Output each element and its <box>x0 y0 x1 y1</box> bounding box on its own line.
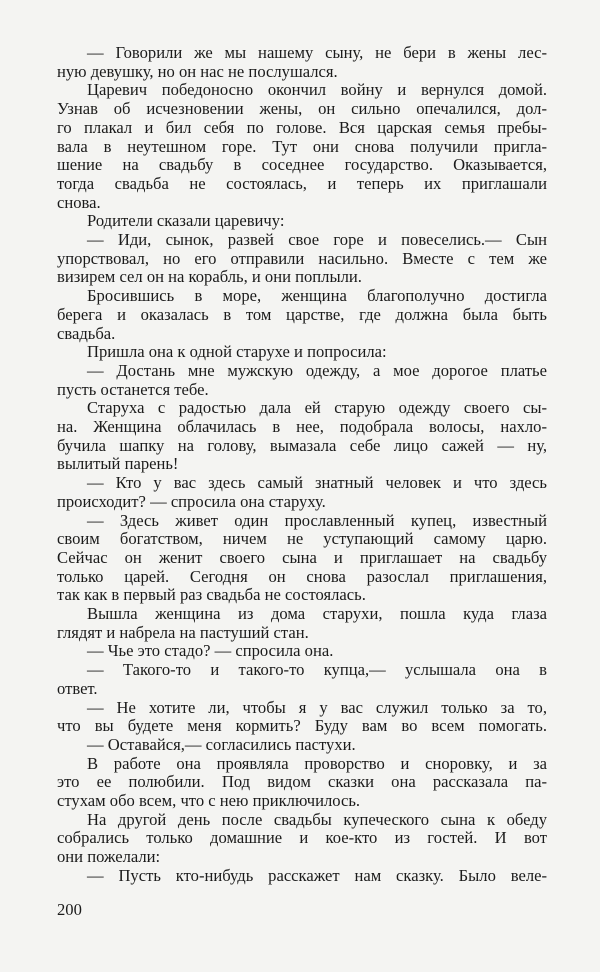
text-line-10: Родители сказали царевичу: <box>87 211 285 231</box>
text-line-4: Узнав об исчезновении жены, он сильно опечалился, дол- <box>57 99 547 119</box>
text-line-14: Бросившись в море, женщина благополучно достигла <box>87 286 547 306</box>
text-line-34: — Такого-то и такого-то купца,— услышала она в <box>87 660 547 680</box>
text-line-27: своим богатством, ничем не уступающий самому царю. <box>57 529 547 549</box>
text-line-24: — Кто у вас здесь самый знатный человек и что здесь <box>87 473 547 493</box>
text-line-23: вылитый парень! <box>57 454 179 474</box>
text-line-33: — Чье это стадо? — спросила она. <box>87 641 334 661</box>
text-line-29: только царей. Сегодня он снова разослал приглашения, <box>57 566 547 586</box>
text-line-1: — Говорили же мы нашему сыну, не бери в жены лес- <box>87 43 547 62</box>
text-line-18: — Достань мне мужскую одежду, а мое дорогое платье <box>87 360 547 380</box>
text-line-17: Пришла она к одной старухе и попросила: <box>87 342 387 362</box>
text-line-12: упорствовал, но его отправили насильно. Вместе с тем же <box>57 248 547 268</box>
text-line-13: визирем сел он на корабль, и они поплыли. <box>57 267 362 287</box>
text-line-42: На другой день после свадьбы купеческого сына к обеду <box>87 809 547 829</box>
text-line-28: Сейчас он женит своего сына и приглашает на свадьбу <box>57 547 547 567</box>
text-line-39: В работе она проявляла проворство и сноровку, и за <box>87 753 547 773</box>
text-line-44: они пожелали: <box>57 847 161 867</box>
text-line-5: го плакал и бил себя по голове. Вся царская семья пребы- <box>57 117 547 137</box>
text-line-11: — Иди, сынок, развей свое горе и повеселись.— Сын <box>87 230 547 249</box>
text-line-8: тогда свадьба не состоялась, и теперь их приглашали <box>57 173 547 193</box>
text-line-2: ную девушку, но он нас не послушался. <box>57 61 338 81</box>
text-line-16: свадьба. <box>57 323 116 343</box>
text-line-21: на. Женщина облачилась в нее, подобрала волосы, нахло- <box>57 417 547 436</box>
text-line-26: — Здесь живет один прославленный купец, известный <box>87 510 547 530</box>
text-line-25: происходит? — спросила она старуху. <box>57 491 326 511</box>
text-line-35: ответ. <box>57 678 98 698</box>
text-line-32: глядят и набрела на пастуший стан. <box>57 622 309 642</box>
text-line-37: что вы будете меня кормить? Буду вам во всем помогать. <box>57 716 547 736</box>
text-line-3: Царевич победоносно окончил войну и вернулся домой. <box>87 80 547 100</box>
text-line-38: — Оставайся,— согласились пастухи. <box>87 734 356 754</box>
text-line-22: бучила шапку на голову, вымазала себе лицо сажей — ну, <box>57 435 547 455</box>
text-line-9: снова. <box>57 192 101 212</box>
text-line-41: стухам обо всем, что с нею приключилось. <box>57 791 361 810</box>
page-number: 200 <box>57 900 82 919</box>
text-line-20: Старуха с радостью дала ей старую одежду своего сы- <box>87 398 547 418</box>
text-line-40: это ее полюбили. Под видом сказки она рассказала па- <box>57 772 547 792</box>
text-line-6: вала в неутешном горе. Тут они снова получили пригла- <box>57 136 547 156</box>
text-line-31: Вышла женщина из дома старухи, пошла куда глаза <box>87 604 547 623</box>
text-line-15: берега и оказалась в том царстве, где должна была быть <box>57 304 547 324</box>
text-line-43: собрались только домашние и кое-кто из гостей. И вот <box>57 828 547 848</box>
text-line-19: пусть останется тебе. <box>57 379 209 399</box>
text-line-45: — Пусть кто-нибудь расскажет нам сказку. Было веле- <box>87 865 547 885</box>
text-line-30: так как в первый раз свадьба не состоялась. <box>57 585 366 605</box>
text-line-7: шение на свадьбу в соседнее государство. Оказывается, <box>57 155 547 175</box>
text-line-36: — Не хотите ли, чтобы я у вас служил только за то, <box>87 697 547 717</box>
